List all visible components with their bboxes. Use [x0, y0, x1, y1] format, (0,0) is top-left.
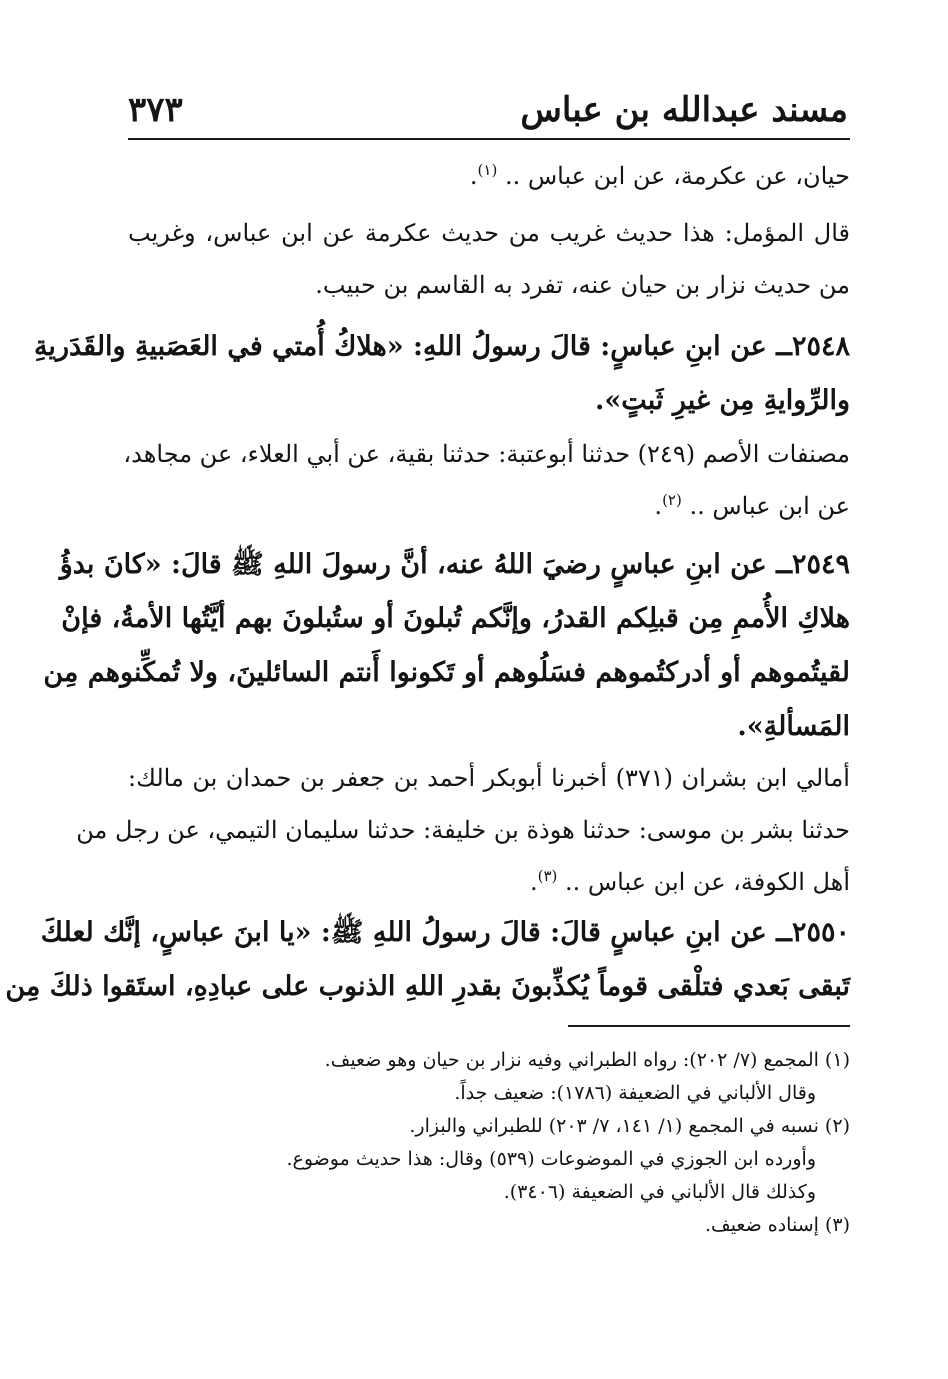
hadith-line: تَبقى بَعدي فتلْقى قوماً يُكذِّبونَ بقدرِ اللهِ الذنوب على عبادِهِ، استَقوا ذلكَ مِن — [5, 971, 850, 1002]
footnote: (١) المجمع (٧/ ٢٠٢): رواه الطبراني وفيه نزار بن حيان وهو ضعيف. — [324, 1049, 850, 1071]
hadith-line: لقيتُموهم أو أدركتُموهم فسَلُوهم أو تَكونوا أَنتم السائلينَ، ولا تُمكِّنوهم مِن — [43, 657, 850, 688]
hadith-line: هلاكِ الأُممِ مِن قبلِكم القدرُ، وإنَّكم تُبلونَ أو ستُبلونَ بهم أيَّتُها الأمةُ، فإنْ — [61, 603, 850, 634]
hadith-block — [33, 320, 850, 428]
text-line: أهل الكوفة، عن ابن عباس .. $^{(٣)}$. — [529, 867, 850, 896]
text-line: من حديث نزار بن حيان عنه، تفرد به القاسم بن حبيب. — [315, 271, 850, 299]
header-rule — [128, 138, 850, 140]
running-title: مسند عبدالله بن عباس — [520, 90, 848, 130]
footnote-ref: (١) — [477, 161, 498, 179]
footnotes — [128, 1044, 850, 1242]
text-line: قال المؤمل: هذا حديث غريب من حديث عكرمة عن ابن عباس، وغريب — [128, 219, 850, 247]
footnote: (٣) إسناده ضعيف. — [704, 1214, 850, 1236]
text-line: حيان، عن عكرمة، عن ابن عباس .. $^{(١)}$. — [469, 161, 850, 190]
text-line: أمالي ابن بشران (٣٧١) أخبرنا أبوبكر أحمد بن جعفر بن حمدان بن مالك: — [128, 764, 850, 792]
hadith-line: والرِّوايةِ مِن غيرِ ثَبتٍ». — [594, 385, 850, 416]
hadith-line: المَسألةِ». — [737, 711, 850, 742]
text-line: مصنفات الأصم (٢٤٩) حدثنا أبوعتبة: حدثنا بقية، عن أبي العلاء، عن مجاهد، — [123, 440, 850, 468]
text-line: حدثنا بشر بن موسى: حدثنا هوذة بن خليفة: حدثنا سليمان التيمي، عن رجل من — [76, 816, 850, 844]
hadith-line: ٢٥٤٩ــ عن ابنِ عباسٍ رضيَ اللهُ عنه، أنَّ رسولَ اللهِ ﷺ قالَ: «كانَ بدؤُ — [59, 549, 850, 580]
source-text-block — [123, 428, 850, 532]
footnote-rule — [568, 1025, 850, 1027]
hadith-line: ٢٥٤٨ــ عن ابنِ عباسٍ: قالَ رسولُ اللهِ: «هلاكُ أُمتي في العَصَبيةِ والقَدَريةِ — [33, 331, 850, 362]
hadith-line: ٢٥٥٠ــ عن ابنِ عباسٍ قالَ: قالَ رسولُ اللهِ ﷺ: «يا ابنَ عباسٍ، إنَّك لعلكَ — [40, 917, 850, 948]
footnote-ref: (٣) — [537, 867, 558, 885]
text-line: عن ابن عباس .. $^{(٢)}$. — [654, 491, 850, 520]
source-text-block — [128, 207, 850, 311]
page-number: ٣٧٣ — [128, 90, 183, 130]
hadith-block — [5, 906, 850, 1014]
footnote: وأورده ابن الجوزي في الموضوعات (٥٣٩) وقال: هذا حديث موضوع. — [286, 1148, 816, 1170]
page-header — [128, 86, 848, 138]
source-text-block — [76, 752, 850, 908]
source-text-block — [128, 150, 850, 202]
footnote: وقال الألباني في الضعيفة (١٧٨٦): ضعيف جداً. — [454, 1082, 816, 1104]
footnote: (٢) نسبه في المجمع (١/ ١٤١، ٧/ ٢٠٣) للطبراني والبزار. — [409, 1115, 850, 1137]
hadith-block — [43, 538, 850, 754]
footnote: وكذلك قال الألباني في الضعيفة (٣٤٠٦). — [503, 1181, 816, 1203]
footnote-ref: (٢) — [662, 491, 682, 509]
